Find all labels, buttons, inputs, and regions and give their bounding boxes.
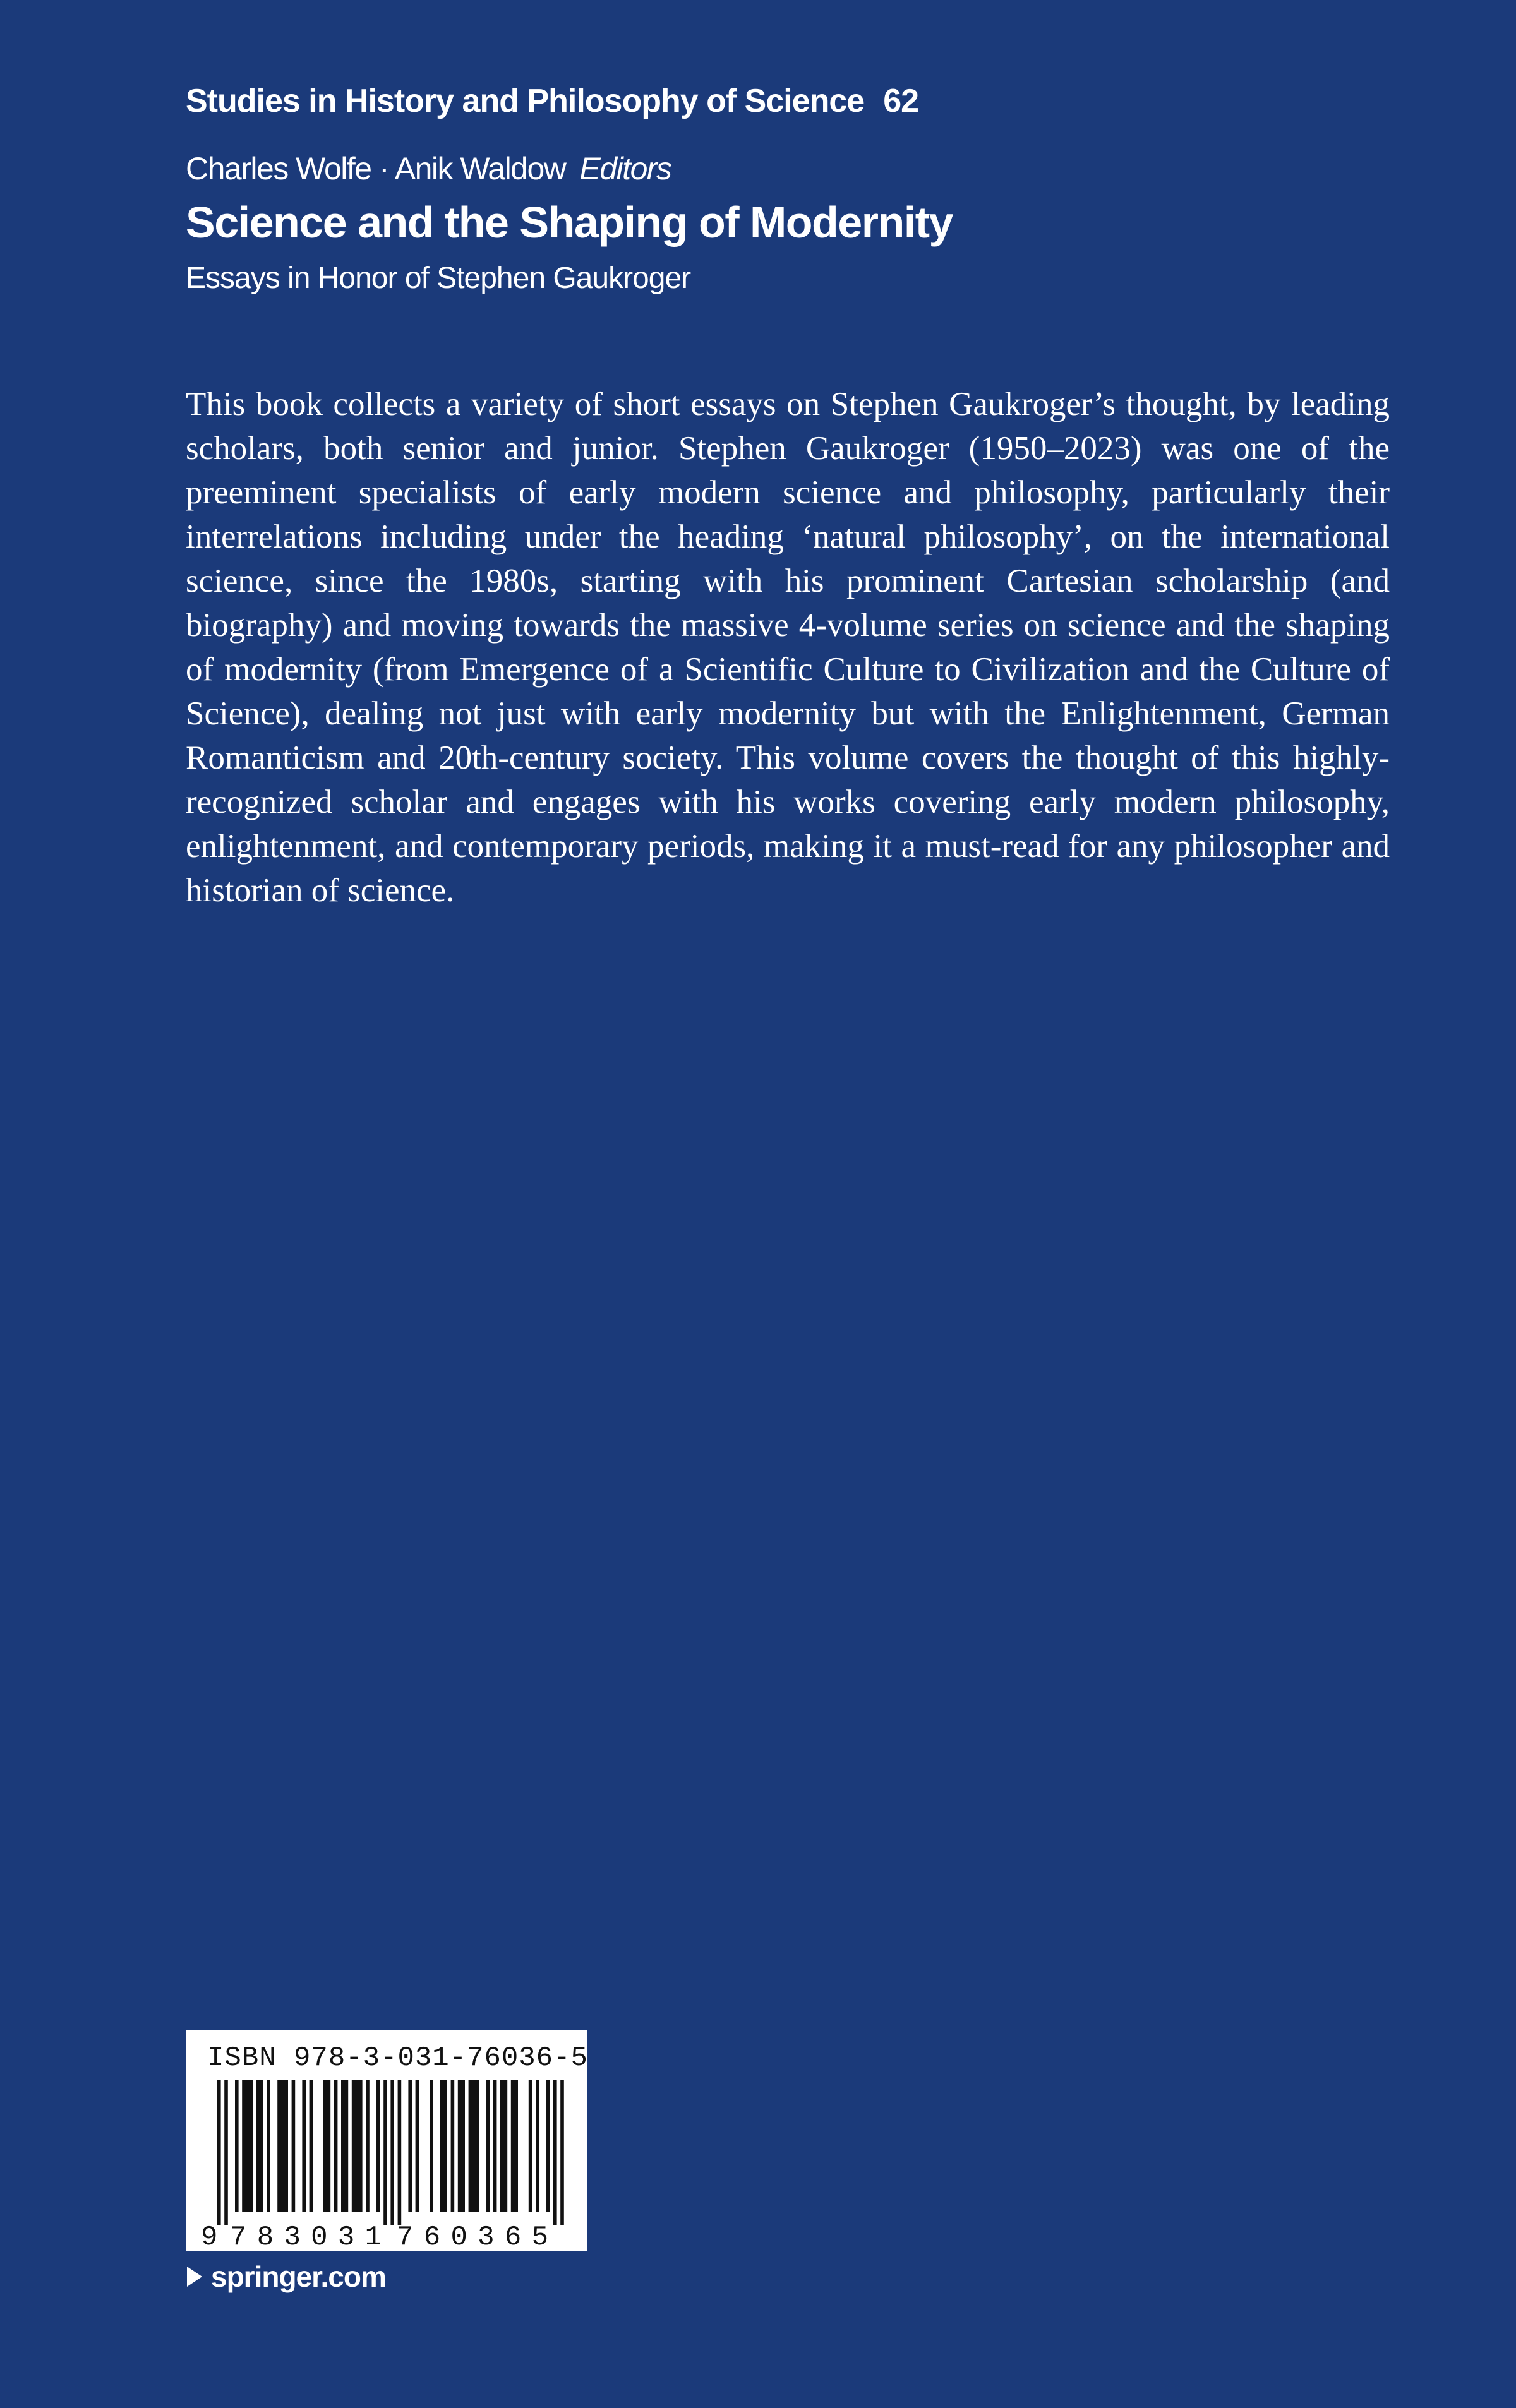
barcode-bar [511, 2080, 518, 2212]
barcode-bar [383, 2080, 387, 2225]
barcode-digits-right: 760365 [397, 2222, 548, 2251]
barcode-bar [341, 2080, 348, 2212]
barcode-bar [366, 2080, 370, 2212]
barcode-bar [235, 2080, 239, 2212]
barcode-bar [486, 2080, 490, 2212]
editor-names: Charles Wolfe · Anik Waldow [186, 151, 566, 186]
barcode-graphic [186, 2030, 587, 2251]
website-link[interactable] [186, 2260, 386, 2294]
barcode-bar [493, 2080, 497, 2212]
barcode-bar [242, 2080, 253, 2212]
barcode-bar [560, 2080, 564, 2225]
barcode-bar [267, 2080, 270, 2212]
barcode-bar [302, 2080, 306, 2212]
barcode-bar [256, 2080, 263, 2212]
barcode-bar [310, 2080, 313, 2212]
barcode-bar [398, 2080, 402, 2225]
barcode-bar [469, 2080, 479, 2212]
series-name: Studies in History and Philosophy of Science [186, 83, 865, 119]
barcode-bar [553, 2080, 557, 2225]
book-title: Science and the Shaping of Modernity [186, 198, 953, 247]
barcode-bar [323, 2080, 330, 2212]
barcode-bars [217, 2080, 564, 2225]
barcode-bar [352, 2080, 363, 2212]
play-arrow-icon [186, 2265, 203, 2288]
isbn-label: ISBN 978-3-031-76036-5 [207, 2042, 588, 2074]
series-number: 62 [883, 83, 919, 119]
barcode-bar [408, 2080, 412, 2212]
website-text: springer.com [211, 2260, 386, 2293]
barcode-bar [546, 2080, 550, 2212]
isbn-barcode [186, 2030, 587, 2251]
barcode-digit-first: 9 [201, 2222, 218, 2251]
barcode-bar [529, 2080, 532, 2212]
barcode-bar [224, 2080, 228, 2225]
barcode-bar [440, 2080, 447, 2212]
barcode-bar [451, 2080, 455, 2212]
barcode-bar [458, 2080, 465, 2212]
barcode-bar [430, 2080, 433, 2212]
barcode-digits-left: 783031 [230, 2222, 382, 2251]
barcode-bar [500, 2080, 507, 2212]
editors-line [186, 150, 671, 187]
barcode-bar [292, 2080, 296, 2212]
editors-role: Editors [579, 151, 671, 186]
barcode-bar [416, 2080, 419, 2212]
barcode-bar [390, 2080, 394, 2225]
barcode-bar [536, 2080, 539, 2212]
barcode-bar [376, 2080, 380, 2212]
barcode-bar [217, 2080, 221, 2225]
series-line [186, 82, 918, 120]
barcode-bar [334, 2080, 338, 2212]
barcode-bar [277, 2080, 288, 2212]
book-description: This book collects a variety of short essays on Stephen Gaukroger’s thought, by leading scholars, both senior and junior. Stephen Gaukroger (1950–2023) was one of the preeminent specialists of early modern science and philosophy, particularly their interrelations including under the heading ‘natural philosophy’, on the international science, since the 1980s, starting with his prominent Cartesian scholarship (and biography) and moving towards the massive 4-volume series on science and the shaping of modernity (from Emergence of a Scientific Culture to Civilization and the Culture of Science), dealing not just with early modernity but with the Enlightenment, German Romanticism and 20th-century society. This volume covers the thought of this highly-recognized scholar and engages with his works covering early modern philosophy, enlightenment, and contemporary periods, making it a must-read for any philosopher and historian of science. [186, 386, 1390, 909]
book-subtitle: Essays in Honor of Stephen Gaukroger [186, 261, 691, 295]
